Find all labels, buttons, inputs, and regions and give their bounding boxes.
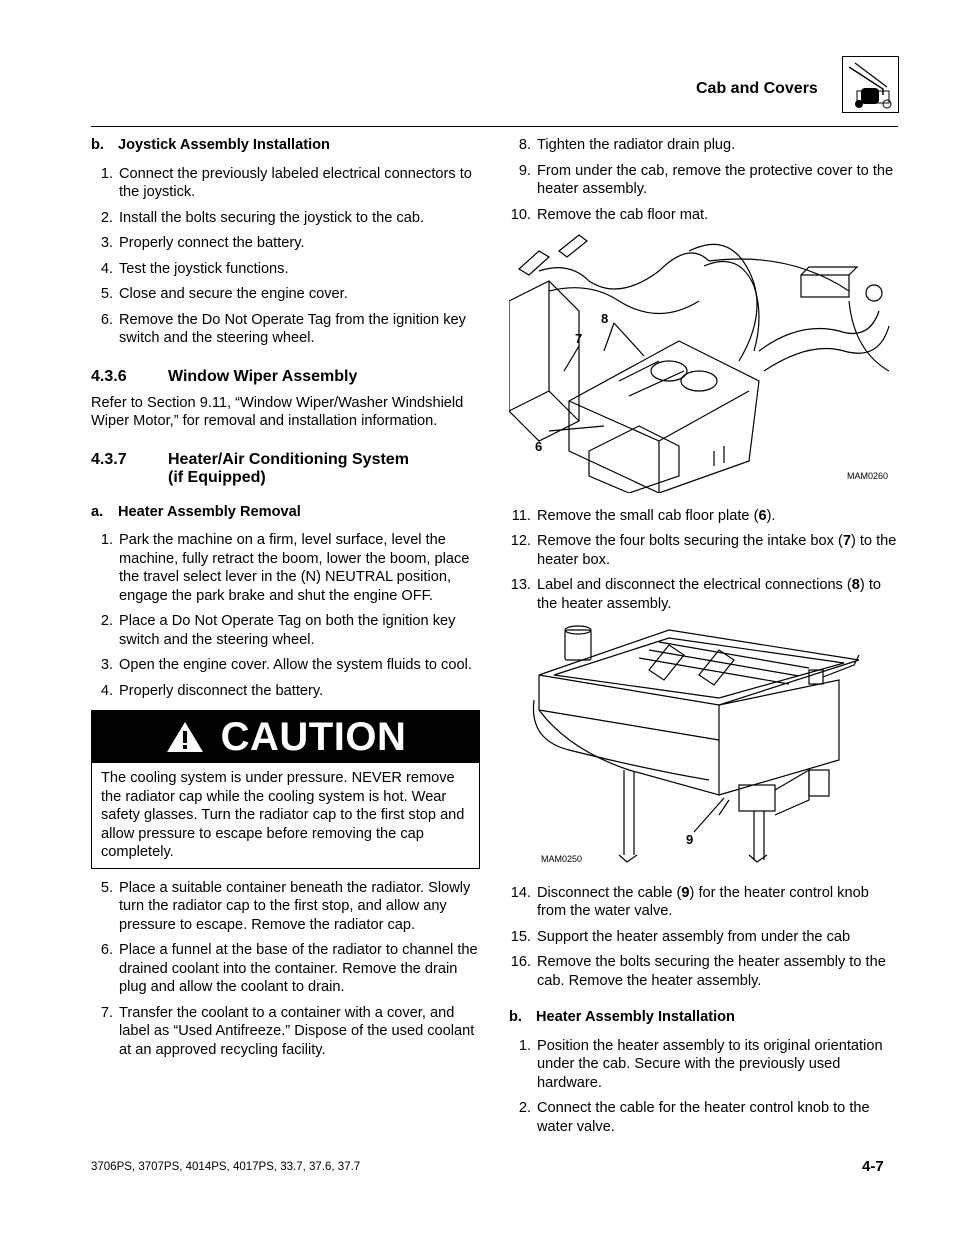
caution-box xyxy=(91,710,480,869)
caution-word: CAUTION xyxy=(220,714,407,759)
list-item: 6. Place a funnel at the base of the radiator to channel the drained coolant into the container. Remove the drain plug and allow the coolant to drain. xyxy=(100,942,478,995)
figure-heater-valve xyxy=(509,620,899,876)
heater-installation-heading: b. Heater Assembly Installation xyxy=(509,1009,735,1025)
list-item: 9. From under the cab, remove the protective cover to the heater assembly. xyxy=(518,162,894,197)
caution-banner xyxy=(92,711,479,763)
list-item: 1. Park the machine on a firm, level surface, level the machine, fully retract the boom, lower the boom, place the travel select lever in the (N) NEUTRAL position, engage the park brake and shut the engine OFF. xyxy=(100,532,470,604)
list-item: 15. Support the heater assembly from under the cab xyxy=(510,928,851,945)
heater-removal-steps-right-2 xyxy=(509,507,899,614)
list-item: 3. Open the engine cover. Allow the system fluids to cool. xyxy=(100,657,472,673)
list-item: 4. Test the joystick functions. xyxy=(100,260,289,277)
joystick-installation-steps xyxy=(91,165,481,348)
figure-callout-9: 9 xyxy=(686,832,694,847)
list-item: 8. Tighten the radiator drain plug. xyxy=(518,137,736,153)
list-item: 4. Properly disconnect the battery. xyxy=(100,682,324,699)
list-item: 7. Transfer the coolant to a container with a cover, and label as “Used Antifreeze.” Dispose of the used coolant at an approved recycling facility. xyxy=(100,1004,475,1058)
heater-installation-steps xyxy=(509,1037,899,1137)
section-4-3-6-text: Refer to Section 9.11, “Window Wiper/Washer Windshield Wiper Motor,” for removal and installation information. xyxy=(91,394,464,429)
header-rule xyxy=(91,126,898,127)
list-item: 12. Remove the four bolts securing the intake box (7) to the heater box. xyxy=(510,533,897,568)
list-item: 6. Remove the Do Not Operate Tag from the ignition key switch and the steering wheel. xyxy=(100,311,466,346)
figure-callout-8: 8 xyxy=(601,311,609,326)
footer-models: 3706PS, 3707PS, 4014PS, 4017PS, 33.7, 37.6, 37.7 xyxy=(91,1161,361,1173)
heater-removal-steps xyxy=(91,531,481,700)
list-item: 16. Remove the bolts securing the heater assembly to the cab. Remove the heater assembly. xyxy=(510,954,886,989)
heater-removal-steps-continued xyxy=(91,879,481,1060)
list-item: 2. Install the bolts securing the joystick to the cab. xyxy=(100,209,425,226)
section-title: Cab and Covers xyxy=(696,80,818,97)
figure-callout-7: 7 xyxy=(575,331,583,346)
right-column xyxy=(509,136,899,1143)
list-item: 11. Remove the small cab floor plate (6). xyxy=(511,507,776,524)
list-item: 2. Place a Do Not Operate Tag on both the ignition key switch and the steering wheel. xyxy=(100,613,456,648)
heater-removal-steps-right xyxy=(509,136,899,224)
list-item: 13. Label and disconnect the electrical connections (8) to the heater assembly. xyxy=(510,577,881,612)
caution-text: The cooling system is under pressure. NEVER remove the radiator cap while the cooling system is hot. Wear safety glasses. Turn the radiator cap to the first stop and allow pressure to escape before removing the cap completely. xyxy=(101,770,465,860)
list-item: 5. Close and secure the engine cover. xyxy=(100,286,348,302)
machine-thumbnail-icon xyxy=(842,56,899,113)
figure-callout-6: 6 xyxy=(535,439,543,454)
figure-heater-intake xyxy=(509,231,899,499)
warning-triangle-icon xyxy=(165,720,205,754)
list-item: 1. Position the heater assembly to its original orientation under the cab. Secure with the previously used hardware. xyxy=(518,1037,883,1091)
page-number: 4-7 xyxy=(862,1158,884,1175)
left-column xyxy=(91,136,481,1066)
section-4-3-6-heading: 4.3.6 Window Wiper Assembly xyxy=(91,367,358,385)
list-item: 10. Remove the cab floor mat. xyxy=(510,206,709,223)
list-item: 2. Connect the cable for the heater control knob to the water valve. xyxy=(518,1100,870,1135)
list-item: 5. Place a suitable container beneath the radiator. Slowly turn the radiator cap to the first stop, and allow any pressure to escape. Remove the radiator cap. xyxy=(100,879,471,933)
figure-code: MAM0250 xyxy=(541,854,583,864)
section-4-3-7-heading: 4.3.7 Heater/Air Conditioning System (if Equipped) xyxy=(91,450,409,486)
figure-code: MAM0260 xyxy=(847,471,889,481)
joystick-installation-heading: b. Joystick Assembly Installation xyxy=(91,137,330,153)
list-item: 14. Disconnect the cable (9) for the heater control knob from the water valve. xyxy=(510,884,869,919)
heater-removal-heading: a. Heater Assembly Removal xyxy=(91,503,301,520)
list-item: 1. Connect the previously labeled electrical connectors to the joystick. xyxy=(100,165,472,200)
list-item: 3. Properly connect the battery. xyxy=(100,235,305,251)
heater-removal-steps-right-3 xyxy=(509,884,899,991)
